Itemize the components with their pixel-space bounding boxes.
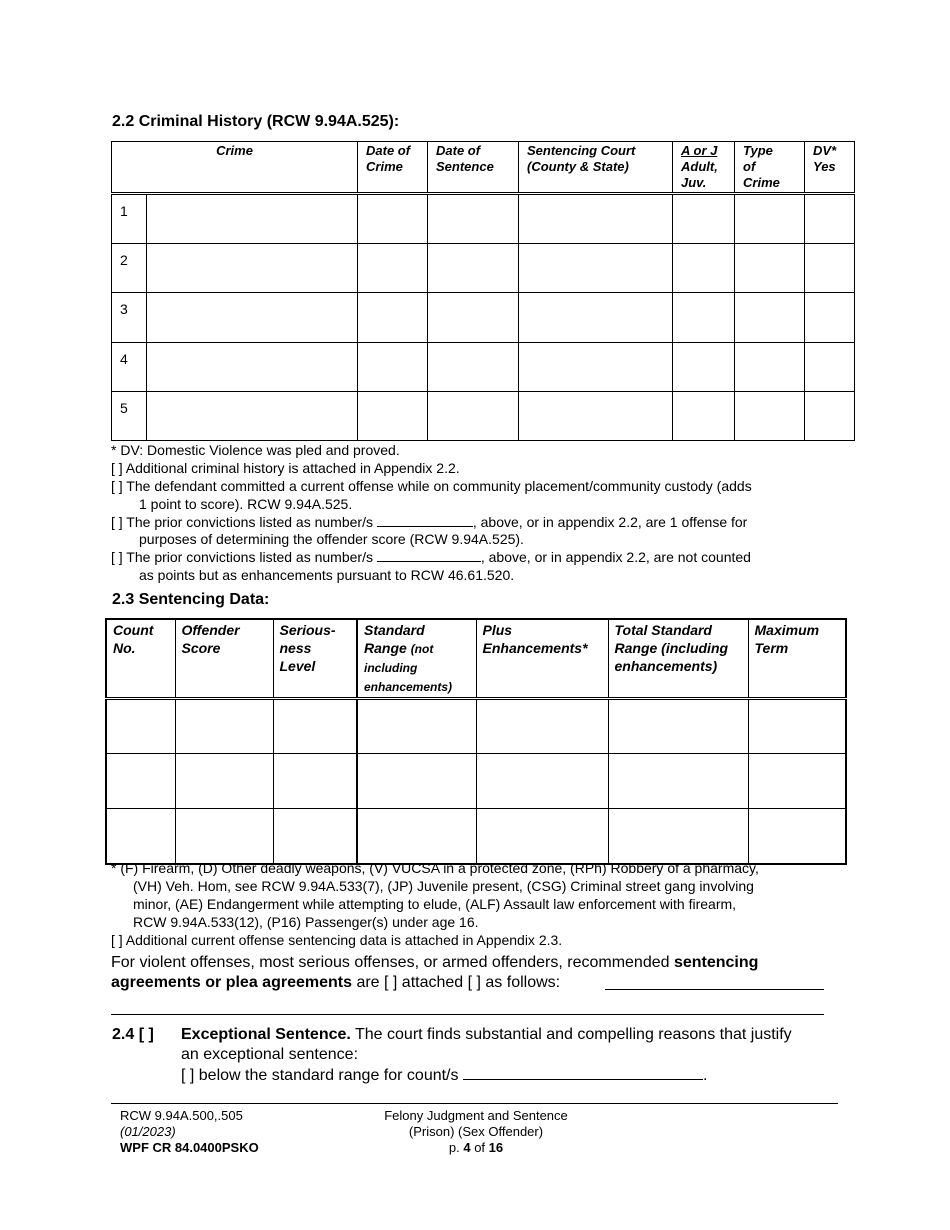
sentencing-court-cell[interactable] [519, 244, 673, 293]
col-date-of-crime-header: Date of Crime [358, 142, 428, 194]
dv-cell[interactable] [805, 244, 855, 293]
col-sentencing-court-header: Sentencing Court (County & State) [519, 142, 673, 194]
section-2-2-heading: 2.2 Criminal History (RCW 9.94A.525): [112, 113, 400, 130]
community-custody-note-cont: 1 point to score). RCW 9.94A.525. [139, 496, 353, 512]
row-number: 4 [112, 343, 147, 392]
exceptional-sentence-line-cont: an exceptional sentence: [181, 1046, 359, 1063]
sentencing-header-row [106, 619, 846, 699]
crime-cell[interactable] [147, 194, 358, 244]
seriousness-cell[interactable] [273, 699, 357, 754]
col-plus-enhancements-header: Plus Enhancements* [476, 619, 608, 699]
col-crime-header: Crime [112, 142, 358, 194]
table-row [112, 244, 855, 293]
enhancement-numbers-blank[interactable] [377, 549, 481, 562]
appendix-2-2-note: [ ] Additional criminal history is attached in Appendix 2.2. [111, 460, 460, 476]
enhancement-footnote-cont: minor, (AE) Endangerment while attempting to elude, (ALF) Assault law enforcement with firearm, [133, 896, 737, 912]
date-of-crime-cell[interactable] [358, 392, 428, 441]
adult-juv-cell[interactable] [673, 343, 735, 392]
offender-score-cell[interactable] [175, 754, 273, 809]
standard-range-cell[interactable] [357, 754, 476, 809]
col-total-standard-range-header: Total Standard Range (including enhancements) [608, 619, 748, 699]
one-offense-numbers-blank[interactable] [377, 514, 473, 527]
col-offender-score-header: Offender Score [175, 619, 273, 699]
row-number: 1 [112, 194, 147, 244]
dv-cell[interactable] [805, 392, 855, 441]
seriousness-cell[interactable] [273, 754, 357, 809]
date-of-sentence-cell[interactable] [428, 392, 519, 441]
section-2-4-number: 2.4 [ ] [112, 1026, 154, 1043]
type-of-crime-cell[interactable] [735, 244, 805, 293]
footer-title: Felony Judgment and Sentence [384, 1108, 568, 1123]
type-of-crime-cell[interactable] [735, 392, 805, 441]
one-offense-note: [ ] The prior convictions listed as number/s , above, or in appendix 2.2, are 1 offense for [111, 514, 748, 530]
date-of-sentence-cell[interactable] [428, 343, 519, 392]
enhancement-footnote: * (F) Firearm, (D) Other deadly weapons, (V) VUCSA in a protected zone, (RPh) Robbery of a pharmacy, [111, 860, 759, 876]
adult-juv-cell[interactable] [673, 392, 735, 441]
total-standard-range-cell[interactable] [608, 699, 748, 754]
col-seriousness-header: Serious- ness Level [273, 619, 357, 699]
dv-cell[interactable] [805, 194, 855, 244]
crime-cell[interactable] [147, 244, 358, 293]
total-standard-range-cell[interactable] [608, 754, 748, 809]
footer-subtitle: (Prison) (Sex Offender) [408, 1124, 544, 1139]
date-of-crime-cell[interactable] [358, 343, 428, 392]
col-adult-juv-header: A or J Adult, Juv. [673, 142, 735, 194]
table-row [112, 293, 855, 343]
date-of-sentence-cell[interactable] [428, 194, 519, 244]
footer-form-number: WPF CR 84.0400PSKO [120, 1140, 259, 1155]
seriousness-cell[interactable] [273, 809, 357, 864]
type-of-crime-cell[interactable] [735, 194, 805, 244]
crime-cell[interactable] [147, 343, 358, 392]
sentencing-court-cell[interactable] [519, 194, 673, 244]
enhancement-note-cont: as points but as enhancements pursuant to RCW 46.61.520. [139, 567, 515, 583]
type-of-crime-cell[interactable] [735, 293, 805, 343]
standard-range-cell[interactable] [357, 699, 476, 754]
count-cell[interactable] [106, 809, 175, 864]
footer-page-number: p. 4 of 16 [448, 1140, 504, 1155]
col-date-of-sentence-header: Date of Sentence [428, 142, 519, 194]
type-of-crime-cell[interactable] [735, 343, 805, 392]
adult-juv-cell[interactable] [673, 244, 735, 293]
count-cell[interactable] [106, 754, 175, 809]
enhancement-footnote-cont: RCW 9.94A.533(12), (P16) Passenger(s) under age 16. [133, 914, 479, 930]
adult-juv-cell[interactable] [673, 194, 735, 244]
plea-agreement-statement: agreements or plea agreements are [ ] attached [ ] as follows: [111, 974, 561, 991]
row-number: 2 [112, 244, 147, 293]
agreement-blank-line-2[interactable] [111, 1014, 824, 1015]
date-of-crime-cell[interactable] [358, 293, 428, 343]
maximum-term-cell[interactable] [748, 809, 846, 864]
col-maximum-term-header: Maximum Term [748, 619, 846, 699]
plus-enhancements-cell[interactable] [476, 754, 608, 809]
criminal-history-table [111, 141, 855, 441]
date-of-sentence-cell[interactable] [428, 244, 519, 293]
footer-rcw: RCW 9.94A.500,.505 [120, 1108, 243, 1123]
offender-score-cell[interactable] [175, 699, 273, 754]
count-cell[interactable] [106, 699, 175, 754]
date-of-sentence-cell[interactable] [428, 293, 519, 343]
plus-enhancements-cell[interactable] [476, 809, 608, 864]
col-type-of-crime-header: Type of Crime [735, 142, 805, 194]
standard-range-cell[interactable] [357, 809, 476, 864]
table-row [106, 809, 846, 864]
date-of-crime-cell[interactable] [358, 244, 428, 293]
table-row [106, 754, 846, 809]
sentencing-court-cell[interactable] [519, 343, 673, 392]
date-of-crime-cell[interactable] [358, 194, 428, 244]
section-2-3-heading: 2.3 Sentencing Data: [112, 591, 270, 608]
row-number: 5 [112, 392, 147, 441]
dv-cell[interactable] [805, 343, 855, 392]
maximum-term-cell[interactable] [748, 754, 846, 809]
plus-enhancements-cell[interactable] [476, 699, 608, 754]
community-custody-note: [ ] The defendant committed a current offense while on community placement/community custody (adds [111, 478, 752, 494]
col-standard-range-header: Standard Range (not including enhancements) [357, 619, 476, 699]
table-row [106, 699, 846, 754]
history-header-row [112, 142, 855, 194]
one-offense-note-cont: purposes of determining the offender score (RCW 9.94A.525). [139, 531, 524, 547]
footer-divider [111, 1103, 838, 1104]
enhancement-note: [ ] The prior convictions listed as number/s , above, or in appendix 2.2, are not counted [111, 549, 751, 565]
below-range-line: [ ] below the standard range for count/s . [181, 1067, 708, 1084]
table-row [112, 392, 855, 441]
crime-cell[interactable] [147, 293, 358, 343]
table-row [112, 194, 855, 244]
sentencing-data-table [105, 618, 847, 865]
sentencing-court-cell[interactable] [519, 392, 673, 441]
violent-offense-statement: For violent offenses, most serious offenses, or armed offenders, recommended sentencing [111, 954, 759, 971]
col-dv-header: DV* Yes [805, 142, 855, 194]
footer-date: (01/2023) [120, 1124, 176, 1139]
table-row [112, 343, 855, 392]
sentencing-court-cell[interactable] [519, 293, 673, 343]
row-number: 3 [112, 293, 147, 343]
crime-cell[interactable] [147, 392, 358, 441]
enhancement-footnote-cont: (VH) Veh. Hom, see RCW 9.94A.533(7), (JP) Juvenile present, (CSG) Criminal street gang involving [133, 878, 754, 894]
maximum-term-cell[interactable] [748, 699, 846, 754]
adult-juv-cell[interactable] [673, 293, 735, 343]
agreement-blank-line[interactable] [605, 989, 824, 990]
exceptional-sentence-line: Exceptional Sentence. The court finds substantial and compelling reasons that justify [181, 1026, 792, 1043]
dv-note: * DV: Domestic Violence was pled and proved. [111, 442, 400, 458]
appendix-2-3-note: [ ] Additional current offense sentencing data is attached in Appendix 2.3. [111, 932, 563, 948]
offender-score-cell[interactable] [175, 809, 273, 864]
total-standard-range-cell[interactable] [608, 809, 748, 864]
col-count-header: Count No. [106, 619, 175, 699]
below-range-counts-blank[interactable] [463, 1065, 703, 1080]
dv-cell[interactable] [805, 293, 855, 343]
